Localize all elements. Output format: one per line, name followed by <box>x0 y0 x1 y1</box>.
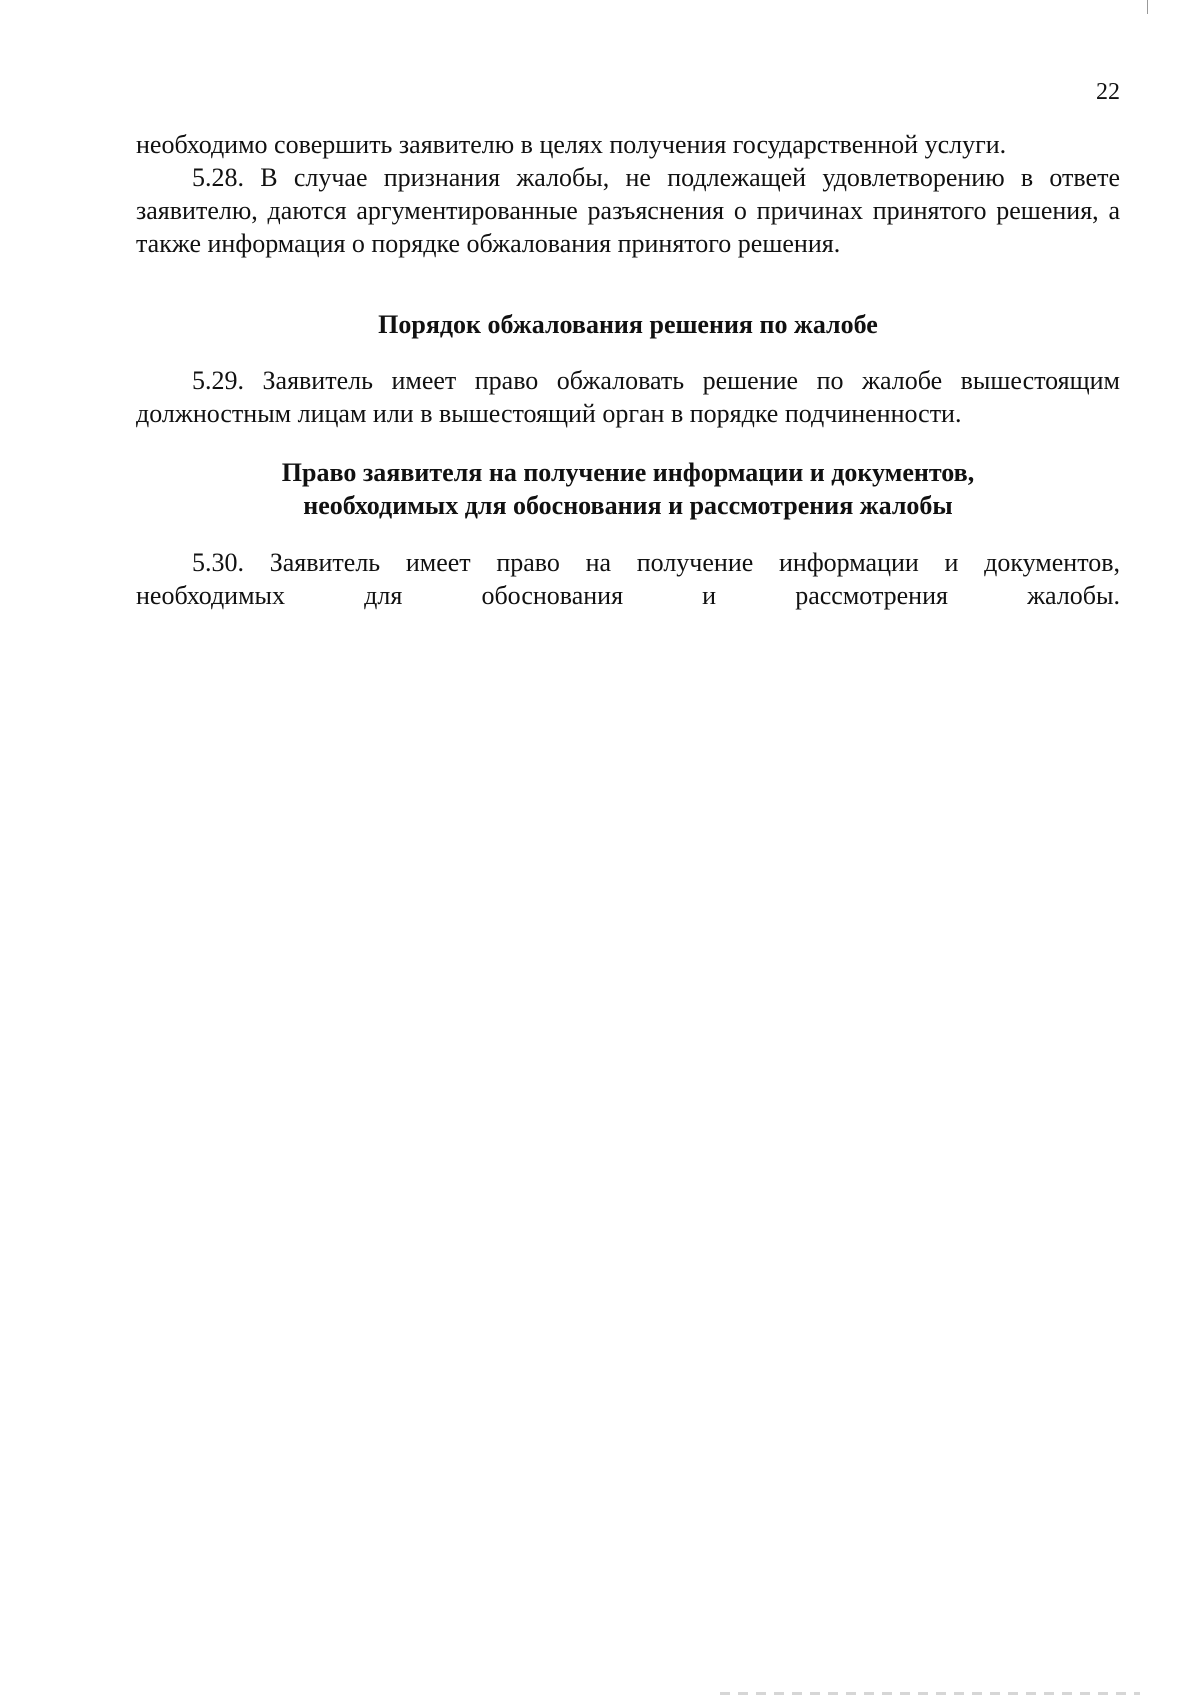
section-heading-appeal-procedure-text: Порядок обжалования решения по жалобе <box>378 310 878 339</box>
continued-paragraph-line: необходимо совершить заявителю в целях получения государственной услуги. <box>136 130 1007 159</box>
section-2-body <box>136 546 1120 612</box>
paragraph-5-28: 5.28. В случае признания жалобы, не подлежащей удовлетворению в ответе заявителю, даются аргументированные разъяснения о причинах принятого решения, а также информация о порядке обжалования принятого решения. <box>136 163 1120 258</box>
scan-noise-mark <box>720 1692 1140 1695</box>
continued-text-block <box>136 128 1120 260</box>
page-number: 22 <box>1096 79 1120 105</box>
section-heading-appeal-procedure <box>136 308 1120 341</box>
scan-edge-mark <box>1147 0 1148 14</box>
paragraph-5-29: 5.29. Заявитель имеет право обжаловать решение по жалобе вышестоящим должностным лицам или в вышестоящий орган в порядке подчиненности. <box>136 366 1120 428</box>
section-heading-right-to-information <box>136 456 1120 522</box>
section-1-body <box>136 364 1120 430</box>
section-heading-line-1: Право заявителя на получение информации и документов, <box>281 458 975 487</box>
section-heading-line-2: необходимых для обоснования и рассмотрения жалобы <box>303 491 953 520</box>
paragraph-5-30: 5.30. Заявитель имеет право на получение информации и документов, необходимых для обоснования и рассмотрения жалобы. <box>136 548 1120 610</box>
